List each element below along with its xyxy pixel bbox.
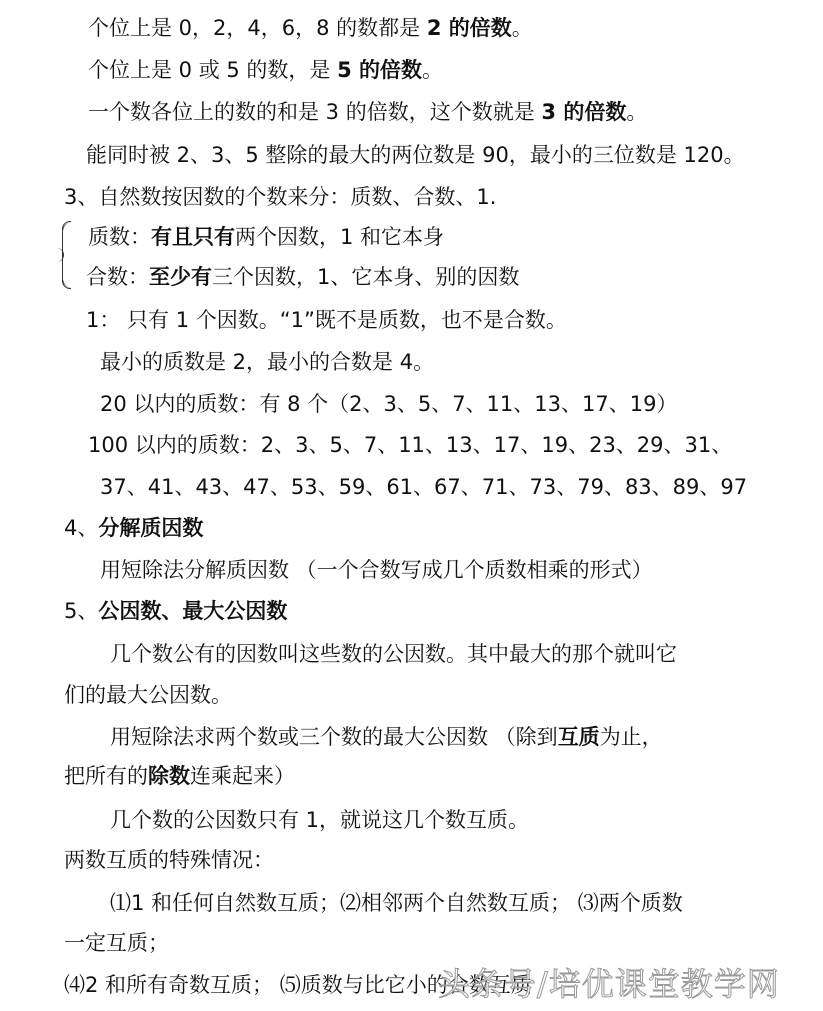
- bold-term: 除数: [148, 764, 190, 788]
- text: 们的最大公因数。: [64, 683, 232, 707]
- common-factor-definition-cont: [64, 681, 232, 709]
- text: ⑷2 和所有奇数互质； ⑸质数与比它小的合数互质: [64, 973, 532, 997]
- text: 连乘起来）: [190, 764, 295, 788]
- text: 5、: [64, 599, 99, 623]
- text: 最小的质数是 2，最小的合数是 4。: [100, 350, 435, 374]
- coprime-cases-3-cont: [64, 929, 169, 957]
- prime-factorization-method: [100, 556, 653, 584]
- rule-multiple-of-2: [88, 14, 533, 42]
- bold-term: 公因数、最大公因数: [98, 599, 288, 623]
- text: 质数：: [88, 225, 151, 249]
- text: 能同时被 2、3、5 整除的最大的两位数是 90，最小的三位数是 120。: [86, 143, 745, 167]
- text: ⑴1 和任何自然数互质；⑵相邻两个自然数互质； ⑶两个质数: [110, 891, 683, 915]
- bold-term: 至少有: [149, 265, 212, 289]
- prime-definition: [88, 223, 444, 251]
- rule-multiple-of-5: [88, 56, 443, 84]
- rule-divisible-by-2-3-5: [86, 141, 745, 169]
- coprime-cases-1-3: [110, 889, 683, 917]
- text: 合数：: [86, 265, 149, 289]
- primes-under-100-cont: [100, 473, 747, 501]
- common-factor-definition: [110, 640, 677, 668]
- smallest-prime-composite: [100, 348, 434, 376]
- coprime-special-cases-heading: [64, 846, 274, 874]
- watermark: 头条号/培优课堂教学网: [438, 965, 780, 1003]
- text: 把所有的: [64, 764, 148, 788]
- text: 三个因数，1、它本身、别的因数: [212, 265, 520, 289]
- text: 两个因数，1 和它本身: [235, 225, 445, 249]
- text: 20 以内的质数：有 8 个（2、3、5、7、11、13、17、19）: [100, 392, 678, 416]
- section-5-heading: [64, 597, 287, 625]
- bold-term: 2 的倍数: [426, 16, 512, 40]
- text: 用短除法分解质因数 （一个合数写成几个质数相乘的形式）: [100, 558, 653, 582]
- gcd-method: [110, 723, 663, 751]
- text: 1： 只有 1 个因数。“1”既不是质数，也不是合数。: [86, 308, 567, 332]
- text: 几个数公有的因数叫这些数的公因数。其中最大的那个就叫它: [110, 642, 677, 666]
- text: 4、: [64, 516, 99, 540]
- text: 两数互质的特殊情况：: [64, 848, 274, 872]
- text: 100 以内的质数：2、3、5、7、11、13、17、19、23、29、31、: [88, 433, 733, 457]
- text: 为止，: [599, 725, 663, 749]
- text: 。: [626, 100, 648, 124]
- bold-term: 5 的倍数: [337, 58, 423, 82]
- coprime-definition: [110, 806, 529, 834]
- text: 个位上是 0 或 5 的数，是: [88, 58, 338, 82]
- section-4-heading: [64, 514, 203, 542]
- primes-under-20: [100, 390, 677, 418]
- bold-term: 互质: [557, 725, 600, 749]
- section-3-heading: [64, 183, 496, 211]
- primes-under-100: [88, 431, 732, 459]
- text: 几个数的公因数只有 1，就说这几个数互质。: [110, 808, 530, 832]
- composite-definition: [86, 263, 519, 291]
- one-definition: [86, 306, 567, 334]
- text: 用短除法求两个数或三个数的最大公因数 （除到: [110, 725, 558, 749]
- gcd-method-cont: [64, 762, 295, 790]
- text: 一定互质；: [64, 931, 169, 955]
- bold-term: 分解质因数: [98, 516, 204, 540]
- text: 。: [422, 58, 444, 82]
- bold-term: 有且只有: [151, 225, 235, 249]
- text: 个位上是 0，2，4，6，8 的数都是: [88, 16, 427, 40]
- text: 一个数各位上的数的和是 3 的倍数，这个数就是: [88, 100, 542, 124]
- text: 37、41、43、47、53、59、61、67、71、73、79、83、89、97: [100, 475, 748, 499]
- text: 3、自然数按因数的个数来分：质数、合数、1.: [64, 185, 497, 209]
- text: 。: [511, 16, 533, 40]
- rule-multiple-of-3: [88, 98, 647, 126]
- bold-term: 3 的倍数: [541, 100, 627, 124]
